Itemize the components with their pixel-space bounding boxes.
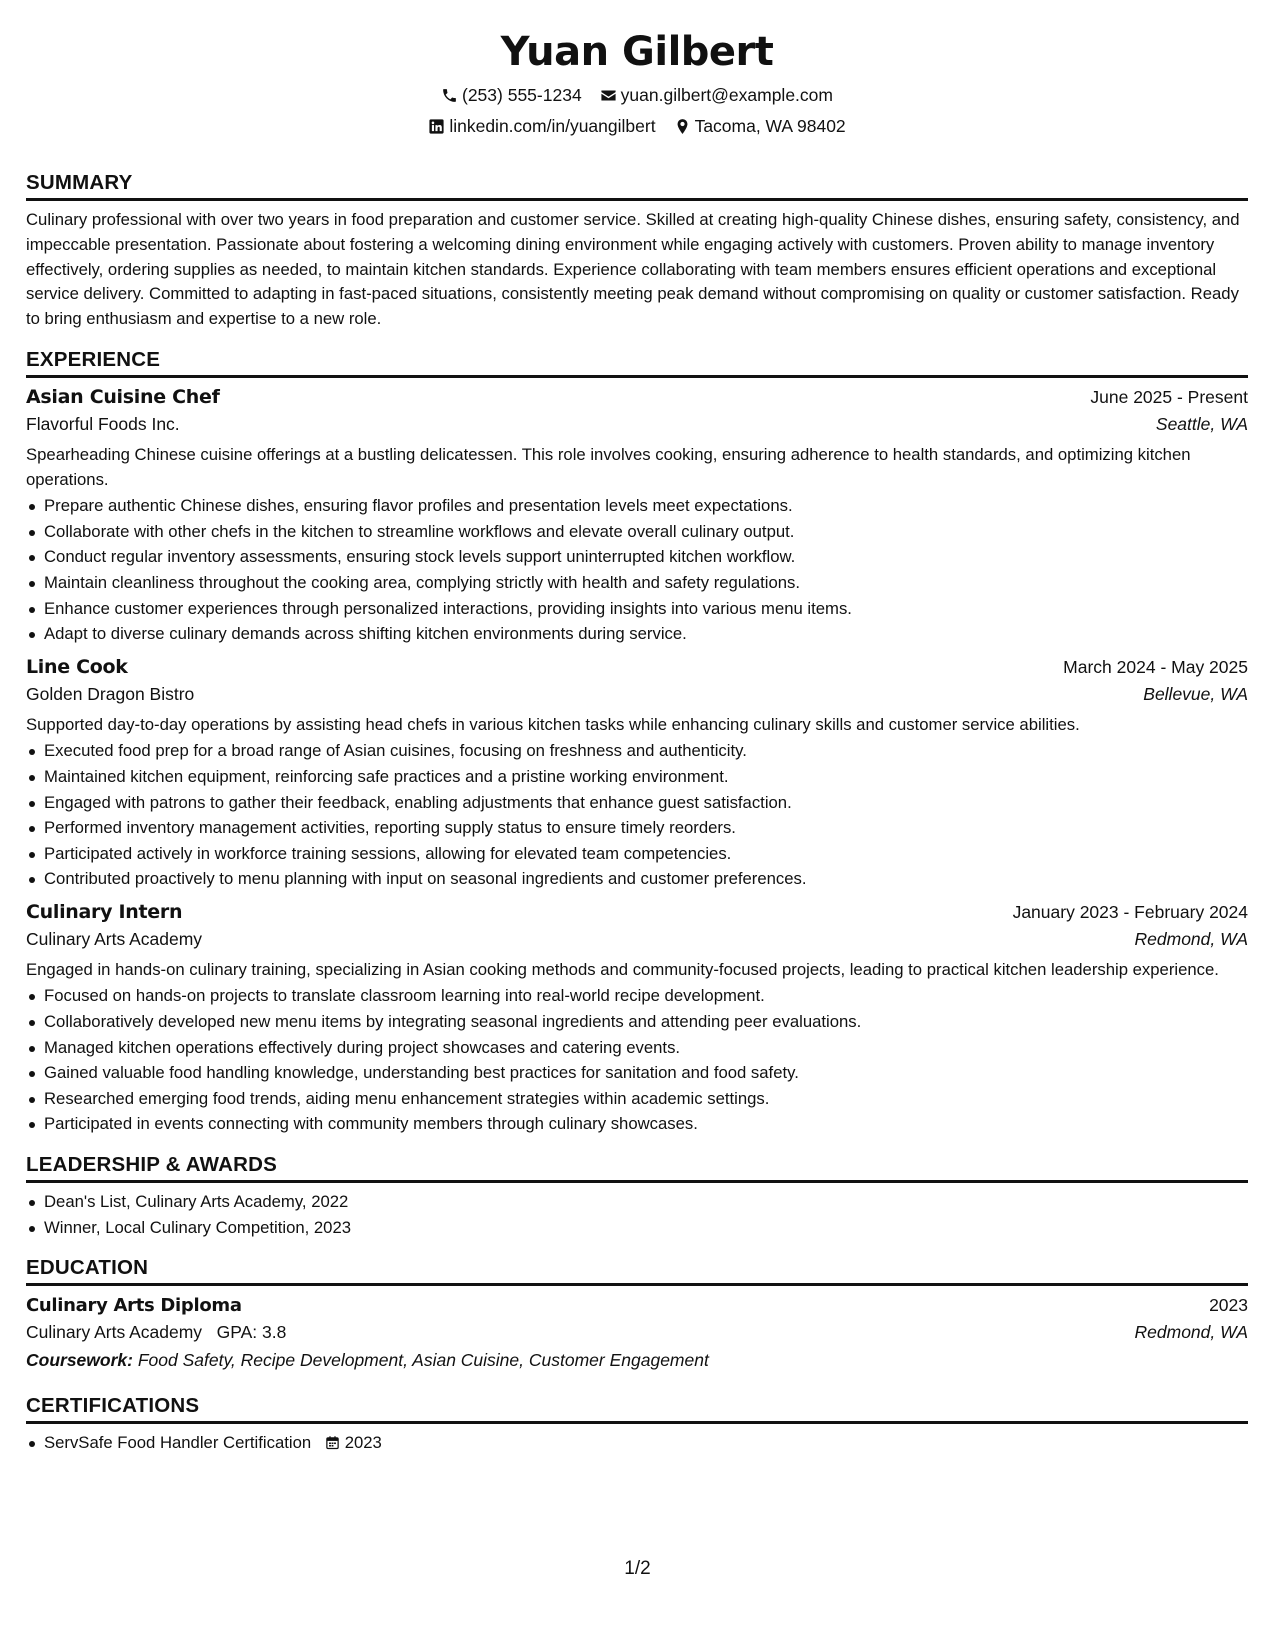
school-name: Culinary Arts Academy: [26, 1322, 203, 1343]
education-year: 2023: [1209, 1295, 1248, 1316]
linkedin-link[interactable]: linkedin.com/in/yuangilbert: [449, 116, 656, 136]
job-company: Flavorful Foods Inc.: [26, 413, 180, 434]
leadership-heading: LEADERSHIP & AWARDS: [26, 1153, 1248, 1183]
job-header: [26, 656, 1248, 678]
certifications-heading: CERTIFICATIONS: [26, 1394, 1248, 1424]
map-pin-icon: [674, 118, 691, 135]
job-description: Spearheading Chinese cuisine offerings at a bustling delicatessen. This role involves cooking, ensuring adherence to health standards, and optimizing kitchen operations.: [26, 444, 1191, 489]
contact-location: [674, 115, 846, 137]
job-bullets: [26, 738, 1248, 892]
job-header: [26, 901, 1248, 923]
certification-name: ServSafe Food Handler Certification: [44, 1433, 312, 1453]
experience-section: [26, 348, 1248, 1137]
list-item: [26, 1430, 1248, 1456]
job-bullets: [26, 493, 1248, 647]
education-section: [26, 1256, 1248, 1371]
gpa-text: GPA: 3.8: [216, 1322, 287, 1343]
job-subheader: [26, 929, 1248, 950]
list-item: Gained valuable food handling knowledge, understanding best practices for sanitation and food safety.: [26, 1060, 1248, 1086]
list-item: Collaborate with other chefs in the kitchen to streamline workflows and elevate overall culinary output.: [26, 519, 1248, 545]
email-link[interactable]: yuan.gilbert@example.com: [620, 85, 833, 105]
awards-list: [26, 1189, 1248, 1240]
list-item: Collaboratively developed new menu items by integrating seasonal ingredients and attending peer evaluations.: [26, 1009, 1248, 1035]
list-item: Engaged with patrons to gather their feedback, enabling adjustments that enhance guest satisfaction.: [26, 790, 1248, 816]
job-title: Asian Cuisine Chef: [26, 385, 220, 408]
list-item: Participated actively in workforce training sessions, allowing for elevated team competencies.: [26, 841, 1248, 867]
job-subheader: [26, 684, 1248, 705]
job-header: [26, 386, 1248, 408]
list-item: Participated in events connecting with community members through culinary showcases.: [26, 1111, 1248, 1137]
coursework-line: [26, 1350, 1248, 1371]
job-location: Bellevue, WA: [1143, 683, 1248, 704]
envelope-icon: [600, 87, 617, 104]
list-item: Winner, Local Culinary Competition, 2023: [26, 1215, 1248, 1241]
list-item: Dean's List, Culinary Arts Academy, 2022: [26, 1189, 1248, 1215]
list-item: Adapt to diverse culinary demands across shifting kitchen environments during service.: [26, 621, 1248, 647]
education-heading: EDUCATION: [26, 1256, 1248, 1286]
job-entry: [26, 656, 1248, 892]
job-dates: March 2024 - May 2025: [1063, 656, 1248, 677]
phone-icon: [441, 87, 458, 104]
job-dates: January 2023 - February 2024: [1012, 901, 1248, 922]
leadership-section: [26, 1153, 1248, 1240]
experience-heading: EXPERIENCE: [26, 348, 1248, 378]
list-item: Maintain cleanliness throughout the cooking area, complying strictly with health and safety regulations.: [26, 570, 1248, 596]
contact-row-1: [26, 84, 1248, 106]
list-item: Researched emerging food trends, aiding menu enhancement strategies within academic settings.: [26, 1086, 1248, 1112]
job-location: Seattle, WA: [1155, 413, 1248, 434]
job-company: Golden Dragon Bistro: [26, 683, 195, 704]
job-bullets: [26, 983, 1248, 1137]
list-item: Contributed proactively to menu planning with input on seasonal ingredients and customer preferences.: [26, 866, 1248, 892]
list-item: Enhance customer experiences through personalized interactions, providing insights into various menu items.: [26, 596, 1248, 622]
job-description: Supported day-to-day operations by assisting head chefs in various kitchen tasks while enhancing culinary skills and customer service abilities.: [26, 714, 1080, 734]
list-item: Maintained kitchen equipment, reinforcing safe practices and a pristine working environment.: [26, 764, 1248, 790]
contact-linkedin[interactable]: [428, 115, 655, 137]
list-item: Performed inventory management activities, reporting supply status to ensure timely reorders.: [26, 815, 1248, 841]
coursework-text: Food Safety, Recipe Development, Asian Cuisine, Customer Engagement: [137, 1350, 709, 1371]
certifications-section: [26, 1394, 1248, 1456]
list-item: Conduct regular inventory assessments, ensuring stock levels support uninterrupted kitchen workflow.: [26, 544, 1248, 570]
summary-heading: SUMMARY: [26, 171, 1248, 201]
job-entry: [26, 386, 1248, 647]
list-item: Focused on hands-on projects to translate classroom learning into real-world recipe development.: [26, 983, 1248, 1009]
summary-text: Culinary professional with over two years in food preparation and customer service. Skilled at creating high-quality Chinese dishes, ensuring safety, consistency, and impeccable presentation. Passionate about fostering a welcoming dining environment while engaging actively with customers. Proven ability to manage inventory effectively, ordering supplies as needed, to maintain kitchen standards. Experience collaborating with team members ensures efficient operations and exceptional service delivery. Committed to adapting in fast-paced situations, consistently meeting peak demand without compromising on quality or customer satisfaction. Ready to bring enthusiasm and expertise to a new role.: [26, 210, 1240, 329]
list-item: Executed food prep for a broad range of Asian cuisines, focusing on freshness and authenticity.: [26, 738, 1248, 764]
job-dates: June 2025 - Present: [1090, 386, 1248, 407]
calendar-icon: [325, 1435, 340, 1450]
resume-page: [26, 0, 1248, 1456]
contact-phone: [441, 84, 582, 106]
job-subheader: [26, 414, 1248, 435]
phone-text: (253) 555-1234: [462, 85, 582, 105]
contact-row-2: [26, 115, 1248, 137]
summary-section: [26, 171, 1248, 332]
education-subheader: [26, 1322, 1248, 1343]
education-header: [26, 1295, 1248, 1316]
job-title: Culinary Intern: [26, 900, 183, 923]
list-item: Managed kitchen operations effectively during project showcases and catering events.: [26, 1035, 1248, 1061]
job-description: Engaged in hands-on culinary training, specializing in Asian cooking methods and community-focused projects, leading to practical kitchen leadership experience.: [26, 959, 1219, 979]
job-location: Redmond, WA: [1134, 928, 1248, 949]
job-company: Culinary Arts Academy: [26, 928, 203, 949]
certification-year: 2023: [344, 1433, 382, 1453]
list-item: Prepare authentic Chinese dishes, ensuring flavor profiles and presentation levels meet expectations.: [26, 493, 1248, 519]
page-number: 1/2: [624, 1558, 651, 1579]
school-info: [26, 1322, 286, 1343]
location-text: Tacoma, WA 98402: [694, 116, 846, 136]
contact-email[interactable]: [600, 84, 833, 106]
job-entry: [26, 901, 1248, 1137]
degree-title: Culinary Arts Diploma: [26, 1295, 242, 1317]
candidate-name: Yuan Gilbert: [500, 29, 774, 75]
certifications-list: [26, 1430, 1248, 1456]
education-location: Redmond, WA: [1134, 1322, 1248, 1343]
coursework-label: Coursework:: [26, 1350, 133, 1371]
job-title: Line Cook: [26, 655, 128, 678]
linkedin-icon: [428, 118, 445, 135]
